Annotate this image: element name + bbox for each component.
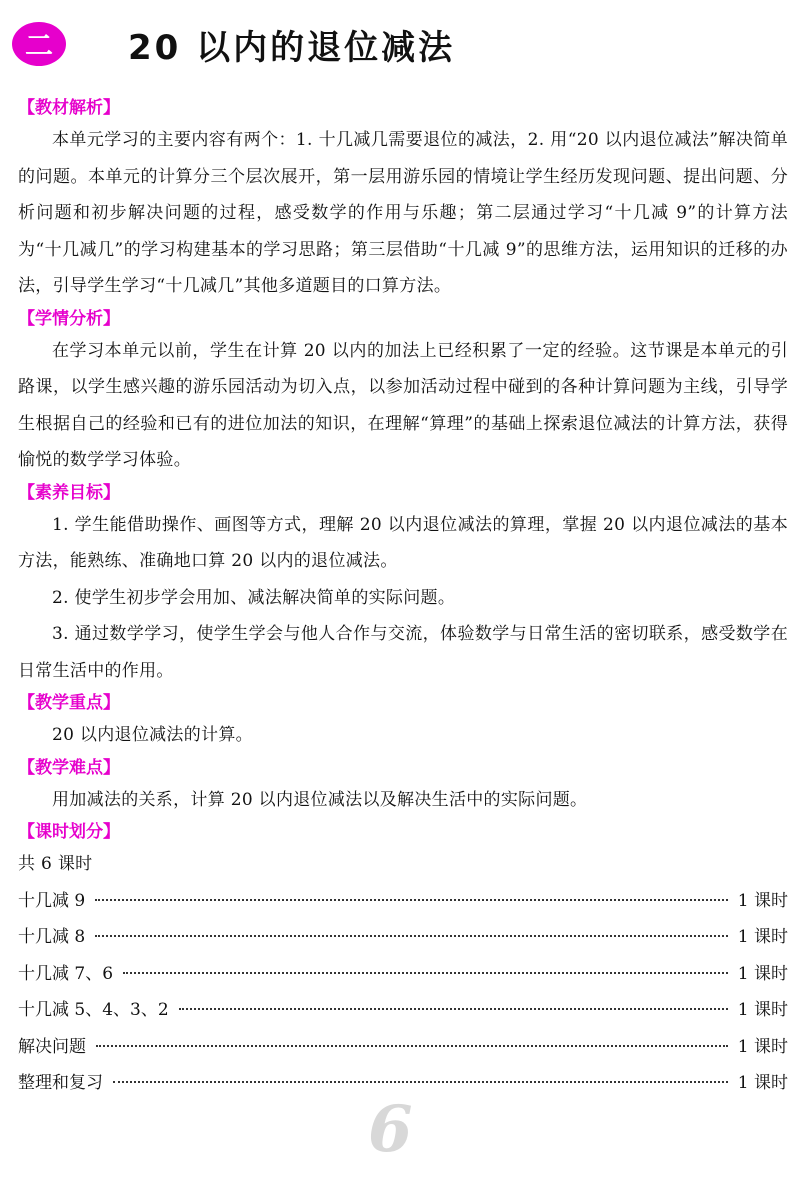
section-label-goals: 【素养目标】: [18, 482, 120, 503]
dot-leader: [95, 899, 728, 901]
dot-leader: [95, 935, 728, 937]
schedule-hours: 1 课时: [737, 927, 788, 947]
document-body: [18, 94, 788, 1102]
goal-item-2: 2. 使学生初步学会用加、减法解决简单的实际问题。: [52, 587, 456, 608]
unit-header: [12, 16, 455, 72]
schedule-row: [18, 992, 788, 1029]
schedule-topic: 整理和复习: [18, 1073, 103, 1093]
page-number: 6: [368, 1092, 413, 1167]
section-goals: [18, 479, 788, 690]
section-label-learner: 【学情分析】: [18, 308, 120, 329]
schedule-row: [18, 956, 788, 993]
key-point-paragraph: 20 以内退位减法的计算。: [52, 725, 253, 745]
dot-leader: [96, 1045, 728, 1047]
dot-leader: [113, 1081, 728, 1083]
goal-item-3: 3. 通过数学学习，使学生学会与他人合作与交流，体验数学与日常生活的密切联系，感受数学在日常生活中的作用。: [18, 624, 788, 681]
schedule-topic: 十几减 5、4、3、2: [18, 1000, 169, 1020]
schedule-hours: 1 课时: [737, 890, 788, 911]
analysis-paragraph: 本单元学习的主要内容有两个：1. 十几减几需要退位的减法，2. 用“20 以内退位减法”解决简单的问题。本单元的计算分三个层次展开，第一层用游乐园的情境让学生经历发现问题、提出问题、分析问题和初步解决问题的过程，感受数学的作用与乐趣；第二层通过学习“十几减 9”的计算方法为“十几减几”的学习构建基本的学习思路；第三层借助“十几减 9”的思维方法，运用知识的迁移的办法，引导学生学习“十几减几”其他多道题目的口算方法。: [18, 130, 788, 296]
schedule-hours: 1 课时: [737, 1073, 788, 1093]
section-label-schedule: 【课时划分】: [18, 822, 120, 842]
difficulty-paragraph: 用加减法的关系，计算 20 以内退位减法以及解决生活中的实际问题。: [52, 789, 588, 810]
goal-item-1: 1. 学生能借助操作、画图等方式，理解 20 以内退位减法的算理，掌握 20 以内退位减法的基本方法，能熟练、准确地口算 20 以内的退位减法。: [18, 514, 788, 571]
section-label-difficulty: 【教学难点】: [18, 757, 120, 778]
schedule-topic: 十几减 9: [18, 890, 86, 911]
page-title: 20 以内的退位减法: [128, 27, 456, 68]
dot-leader: [123, 972, 728, 974]
schedule-row: [18, 883, 788, 920]
schedule-topic: 解决问题: [18, 1036, 86, 1057]
section-difficulty: [18, 754, 788, 819]
schedule-total: 共 6 课时: [18, 854, 93, 874]
schedule-row: [18, 919, 788, 956]
learner-paragraph: 在学习本单元以前，学生在计算 20 以内的加法上已经积累了一定的经验。这节课是本单元的引路课，以学生感兴趣的游乐园活动为切入点，以参加活动过程中碰到的各种计算问题为主线，引导学生根据自己的经验和已有的进位加法的知识，在理解“算理”的基础上探索退位减法的计算方法，获得愉悦的数学学习体验。: [18, 340, 788, 470]
schedule-topic: 十几减 8: [18, 927, 86, 947]
schedule-hours: 1 课时: [737, 1036, 788, 1057]
schedule-hours: 1 课时: [737, 963, 788, 984]
section-key-point: [18, 689, 788, 754]
schedule-topic: 十几减 7、6: [18, 963, 114, 984]
section-label-key-point: 【教学重点】: [18, 693, 120, 713]
schedule-hours: 1 课时: [737, 1000, 788, 1020]
schedule-row: [18, 1029, 788, 1066]
section-label-analysis: 【教材解析】: [18, 98, 120, 118]
section-learner: [18, 305, 788, 479]
section-analysis: [18, 94, 788, 305]
unit-number-badge: 二: [12, 22, 66, 66]
dot-leader: [179, 1008, 728, 1010]
section-schedule: [18, 818, 788, 1102]
